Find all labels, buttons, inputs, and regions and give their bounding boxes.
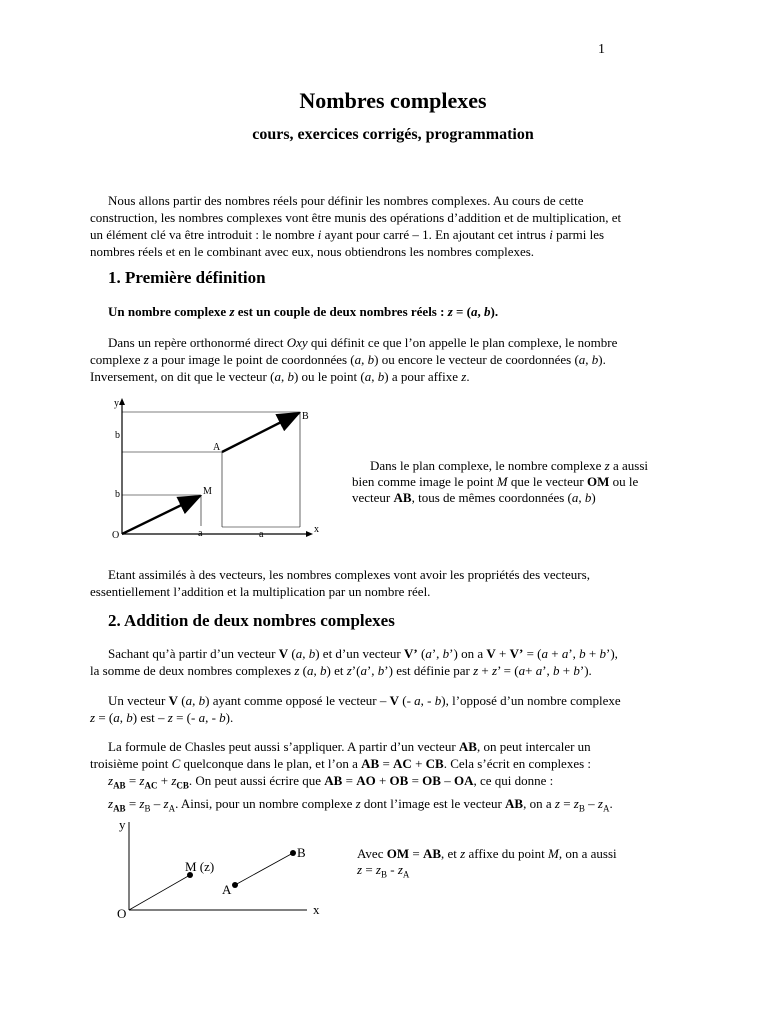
section1-line: complexe z a pour image le point de coordonnées (a, b) ou encore le vecteur de coordonnées (a, b). bbox=[90, 352, 606, 367]
point-b-label: B bbox=[297, 845, 306, 860]
caption-line: Dans le plan complexe, le nombre complexe z a aussi bbox=[370, 458, 648, 473]
y-label: y bbox=[119, 817, 126, 832]
point-m-label: M (z) bbox=[185, 859, 215, 874]
section1-line: Dans un repère orthonormé direct Oxy qui définit ce que l’on appelle le plan complexe, le nombre bbox=[108, 335, 618, 350]
origin-label: O bbox=[112, 530, 120, 541]
closing-line: essentiellement l’addition et la multiplication par un nombre réel. bbox=[90, 584, 431, 599]
figure2-caption bbox=[357, 846, 677, 883]
section1-line: Inversement, on dit que le vecteur (a, b) ou le point (a, b) a pour affixe z. bbox=[90, 369, 470, 384]
section2-heading: 2. Addition de deux nombres complexes bbox=[108, 611, 395, 630]
a-label-second: a bbox=[259, 529, 264, 540]
point-a-label: A bbox=[222, 882, 232, 897]
point-a-label: A bbox=[213, 442, 221, 453]
page-title: Nombres complexes bbox=[299, 88, 487, 113]
s2-line: la somme de deux nombres complexes z (a, b) et z’(a’, b’) est définie par z + z’ = (a+ a’, b + b’). bbox=[90, 663, 592, 678]
y-axis-arrow-icon bbox=[119, 398, 125, 405]
s2-line: Un vecteur V (a, b) ayant comme opposé le vecteur – V (- a, - b), l’opposé d’un nombre complexe bbox=[108, 693, 621, 708]
intro-paragraph bbox=[90, 192, 677, 260]
origin-label: O bbox=[117, 906, 127, 921]
x-label: x bbox=[314, 524, 319, 535]
caption-line: $z = z_B - z_A$ bbox=[357, 862, 410, 880]
closing-line: Etant assimilés à des vecteurs, les nombres complexes vont avoir les propriétés des vecteurs, bbox=[108, 567, 590, 582]
section1-heading: 1. Première définition bbox=[108, 268, 266, 287]
vector-om bbox=[122, 496, 200, 534]
figure-vectors-om-ab bbox=[105, 394, 335, 546]
s2-line: $z_{AB} = z_{AC} + z_{CB}$. On peut aussi écrire que AB = AO + OB = OB – OA, ce qui donne : bbox=[108, 773, 554, 791]
caption-line: bien comme image le point M que le vecteur OM ou le bbox=[352, 474, 639, 489]
x-label: x bbox=[313, 902, 320, 917]
caption-line: Avec OM = AB, et z affixe du point M, on a aussi bbox=[357, 846, 617, 861]
s2-line: Sachant qu’à partir d’un vecteur V (a, b) et d’un vecteur V’ (a’, b’) on a V + V’ = (a + a’, b + b’), bbox=[108, 646, 618, 661]
section2-paragraph-2 bbox=[90, 692, 677, 726]
intro-line: construction, les nombres complexes vont être munis des opérations d’addition et de multiplication, et bbox=[90, 210, 622, 225]
s2-line: z = (a, b) est – z = (- a, - b). bbox=[90, 710, 234, 725]
section1-definition: Un nombre complexe z est un couple de deux nombres réels : z = (a, b). bbox=[108, 304, 499, 319]
section2-paragraph-1 bbox=[90, 645, 677, 679]
page-number: 1 bbox=[598, 42, 605, 57]
caption-line: vecteur AB, tous de mêmes coordonnées (a, b) bbox=[352, 490, 596, 505]
section2-paragraph-3 bbox=[90, 738, 677, 817]
s2-line: troisième point C quelconque dans le plan, et l’on a AB = AC + CB. Cela s’écrit en complexes : bbox=[90, 756, 592, 771]
s2-line: La formule de Chasles peut aussi s’appliquer. A partir d’un vecteur AB, on peut intercaler un bbox=[108, 739, 591, 754]
section1-closing-paragraph bbox=[90, 566, 677, 600]
a-label-first: a bbox=[198, 528, 203, 539]
segment-ab bbox=[235, 853, 293, 885]
intro-line: Nous allons partir des nombres réels pour définir les nombres complexes. Au cours de cette bbox=[108, 193, 584, 208]
intro-line: un élément clé va être introduit : le nombre i ayant pour carré – 1. En ajoutant cet intrus i parmi les bbox=[90, 227, 605, 242]
point-a bbox=[232, 882, 238, 888]
page-subtitle: cours, exercices corrigés, programmation bbox=[252, 126, 534, 143]
figure1-caption bbox=[352, 458, 678, 506]
x-axis-arrow-icon bbox=[306, 531, 313, 537]
b-label-lower: b bbox=[115, 489, 120, 500]
point-b bbox=[290, 850, 296, 856]
vector-ab bbox=[222, 413, 299, 452]
y-label: y bbox=[114, 398, 119, 409]
intro-line: nombres réels et en le combinant avec eux, nous obtiendrons les nombres complexes. bbox=[90, 244, 535, 259]
figure-points-m-a-b bbox=[112, 814, 332, 922]
point-m-label: M bbox=[203, 486, 212, 497]
b-label-upper: b bbox=[115, 430, 120, 441]
s2-line: $z_{AB} = z_B - z_A$. Ainsi, pour un nombre complexe z dont l’image est le vecteur AB, on a $z = z_B - z_A$. bbox=[108, 795, 613, 814]
segment-om bbox=[129, 875, 190, 910]
point-b-label: B bbox=[302, 411, 309, 422]
section1-paragraph bbox=[90, 334, 677, 385]
